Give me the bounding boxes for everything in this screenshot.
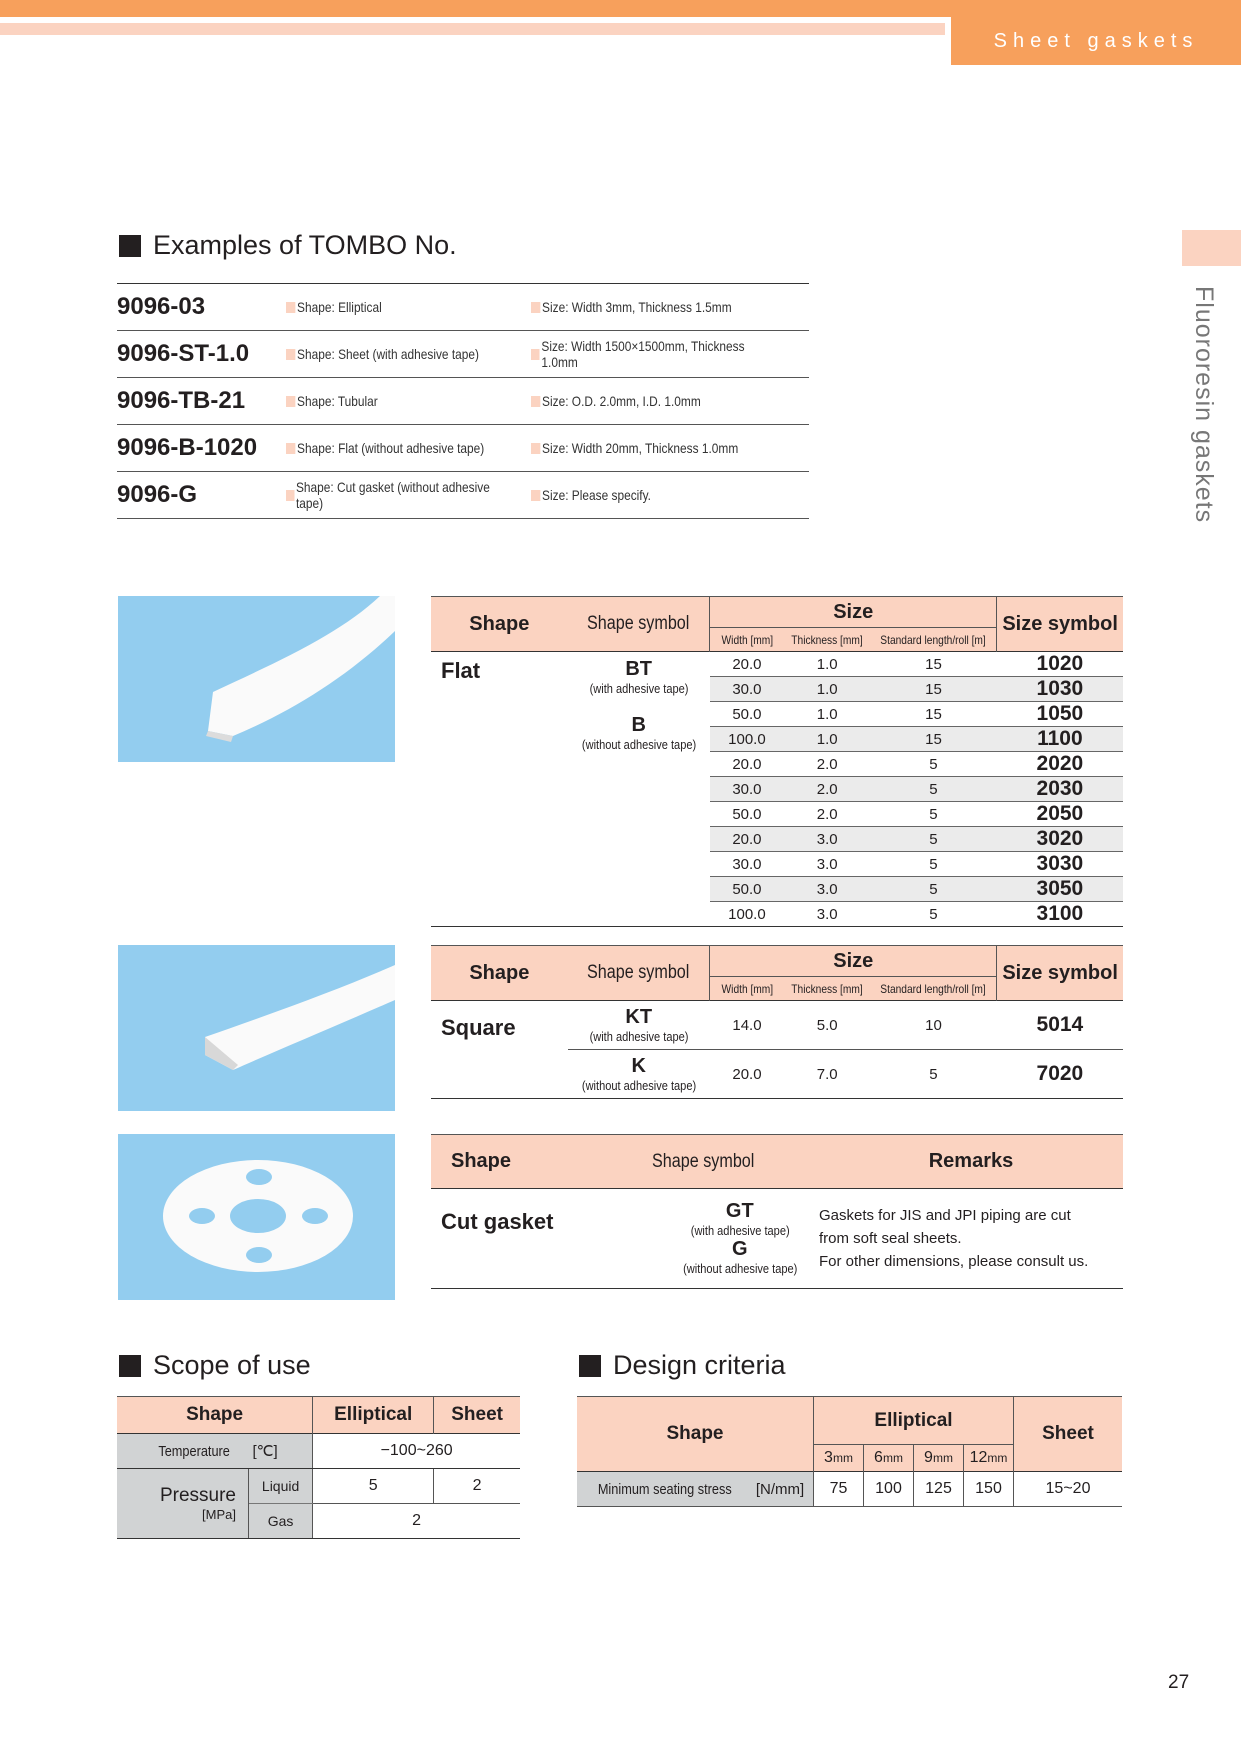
pressure-liquid-row: [117, 1469, 520, 1504]
shape-name: Flat: [431, 652, 568, 927]
example-row: [117, 425, 809, 472]
tombo-code: 9096-G: [117, 481, 198, 508]
shape-symbol-cell: BT (with adhesive tape) B (without adhesive tape): [568, 652, 710, 927]
table-row: [431, 652, 1123, 677]
width-cell: 50.0: [710, 877, 784, 902]
remark-line: Gaskets for JIS and JPI piping are cut: [819, 1207, 1071, 1224]
width-cell: 30.0: [710, 852, 784, 877]
width-cell: 50.0: [710, 702, 784, 727]
col-shape-symbol: Shape symbol: [587, 1135, 819, 1189]
col-shape: Shape: [431, 946, 568, 1001]
top-accent-bar: [0, 0, 1241, 17]
seating-stress-row: [577, 1472, 1122, 1507]
size-symbol-cell: 1020: [997, 652, 1123, 677]
scope-heading: [119, 1350, 311, 1381]
seating-stress-value: 150: [964, 1472, 1014, 1507]
col-sheet: Sheet: [1014, 1397, 1123, 1472]
col-size: Size: [710, 946, 997, 977]
scope-table: [117, 1396, 520, 1539]
col-thickness: Thickness [mm]: [784, 628, 870, 652]
table-row: [431, 1189, 1123, 1289]
length-cell: 5: [870, 777, 997, 802]
bullet-icon: [531, 443, 540, 454]
width-cell: 50.0: [710, 802, 784, 827]
thickness-cell: 5.0: [816, 1016, 838, 1034]
examples-title: Examples of TOMBO No.: [153, 230, 457, 260]
col-sheet: Sheet: [434, 1397, 520, 1434]
example-shape: Shape: Tubular: [286, 393, 495, 409]
example-shape: Shape: Cut gasket (without adhesive tape): [286, 479, 495, 511]
size-symbol-cell: 3030: [997, 852, 1123, 877]
col-size-3: 3mm: [814, 1445, 864, 1472]
square-gasket-photo: [118, 945, 395, 1111]
side-marker: [1182, 230, 1241, 266]
size-symbol-cell: 1030: [997, 677, 1123, 702]
section-tab: [951, 17, 1241, 65]
bullet-icon: [531, 302, 540, 313]
liquid-label: Liquid: [249, 1469, 313, 1504]
size-symbol-cell: 2020: [997, 752, 1123, 777]
example-row: [117, 378, 809, 425]
example-row: [117, 331, 809, 378]
col-size-12: 12mm: [964, 1445, 1014, 1472]
remark-line: For other dimensions, please consult us.: [819, 1253, 1089, 1270]
bullet-icon: [531, 490, 540, 501]
bullet-icon: [531, 349, 540, 360]
examples-heading: [119, 230, 457, 261]
example-size: Size: Width 1500×1500mm, Thickness 1.0mm: [531, 338, 767, 370]
size-symbol-cell: 3050: [997, 877, 1123, 902]
width-cell: 100.0: [710, 902, 784, 927]
shape-name: Cut gasket: [441, 1209, 554, 1234]
col-shape: Shape: [431, 597, 568, 652]
example-size: Size: Width 20mm, Thickness 1.0mm: [531, 440, 767, 456]
thickness-cell: 1.0: [784, 702, 870, 727]
square-bullet-icon: [579, 1355, 601, 1377]
header-strip: [0, 23, 945, 35]
bullet-icon: [286, 349, 295, 360]
seating-stress-value: 100: [864, 1472, 914, 1507]
width-cell: 20.0: [710, 752, 784, 777]
thickness-cell: 1.0: [784, 652, 870, 677]
width-cell: 14.0: [732, 1016, 762, 1034]
size-symbol-cell: 2050: [997, 802, 1123, 827]
size-symbol-cell: 1050: [997, 702, 1123, 727]
example-size: Size: O.D. 2.0mm, I.D. 1.0mm: [531, 393, 767, 409]
section-tab-label: Sheet gaskets: [993, 29, 1199, 52]
tombo-code: 9096-03: [117, 293, 206, 320]
example-shape: Shape: Elliptical: [286, 299, 495, 315]
col-thickness: Thickness [mm]: [784, 977, 870, 1001]
size-symbol-cell: 5014: [1036, 1013, 1084, 1036]
seating-stress-value: 125: [914, 1472, 964, 1507]
bullet-icon: [286, 302, 295, 313]
col-shape: Shape: [117, 1397, 313, 1434]
example-shape: Shape: Flat (without adhesive tape): [286, 440, 495, 456]
bullet-icon: [286, 443, 295, 454]
example-row: [117, 284, 809, 331]
length-cell: 15: [870, 677, 997, 702]
gas-label: Gas: [249, 1504, 313, 1539]
col-size-symbol: Size symbol: [997, 946, 1123, 1001]
width-cell: 20.0: [710, 652, 784, 677]
thickness-cell: 1.0: [784, 677, 870, 702]
page-number: 27: [1168, 1672, 1190, 1693]
example-shape: Shape: Sheet (with adhesive tape): [286, 346, 495, 362]
scope-title: Scope of use: [153, 1350, 311, 1380]
shape-name: Square: [431, 1001, 568, 1099]
col-shape-symbol: Shape symbol: [568, 946, 710, 1001]
length-cell: 15: [870, 727, 997, 752]
size-symbol-cell: 1100: [997, 727, 1123, 752]
remark-line: from soft seal sheets.: [819, 1230, 962, 1247]
length-cell: 5: [870, 852, 997, 877]
width-cell: 30.0: [710, 777, 784, 802]
size-symbol-cell: 3100: [997, 902, 1123, 927]
length-cell: 10: [925, 1016, 942, 1034]
thickness-cell: 2.0: [784, 777, 870, 802]
tombo-code: 9096-TB-21: [117, 387, 246, 414]
thickness-cell: 3.0: [784, 852, 870, 877]
col-shape-symbol: Shape symbol: [568, 597, 710, 652]
col-width: Width [mm]: [710, 977, 784, 1001]
length-cell: 5: [870, 902, 997, 927]
bullet-icon: [286, 490, 294, 501]
table-row: [431, 1001, 1123, 1050]
square-spec-table: [431, 945, 1123, 1099]
seating-stress-label: Minimum seating stress [N/mm]: [577, 1472, 814, 1507]
size-symbol-cell: 2030: [997, 777, 1123, 802]
gas-value: 2: [313, 1504, 520, 1539]
design-table: [577, 1396, 1122, 1507]
col-size-6: 6mm: [864, 1445, 914, 1472]
seating-stress-value: 75: [814, 1472, 864, 1507]
length-cell: 5: [870, 877, 997, 902]
liquid-elliptical: 5: [313, 1469, 434, 1504]
flat-gasket-photo: [118, 596, 395, 762]
col-elliptical: Elliptical: [313, 1397, 434, 1434]
col-remarks: Remarks: [819, 1135, 1123, 1189]
col-shape: Shape: [431, 1135, 587, 1189]
length-cell: 5: [870, 752, 997, 777]
col-elliptical: Elliptical: [814, 1397, 1014, 1445]
thickness-cell: 7.0: [816, 1065, 838, 1083]
temperature-label: Temperature [℃]: [117, 1434, 313, 1469]
examples-list: [117, 283, 809, 519]
remarks-cell: [819, 1189, 1123, 1289]
cut-gasket-photo: [118, 1134, 395, 1300]
shape-symbol-cell: K (without adhesive tape): [581, 1055, 696, 1093]
thickness-cell: 2.0: [784, 752, 870, 777]
temperature-row: [117, 1434, 520, 1469]
cut-gasket-table: [431, 1134, 1123, 1289]
bullet-icon: [286, 396, 295, 407]
example-size: Size: Please specify.: [531, 487, 767, 503]
thickness-cell: 2.0: [784, 802, 870, 827]
col-width: Width [mm]: [710, 628, 784, 652]
flat-spec-table: [431, 596, 1123, 927]
bullet-icon: [531, 396, 540, 407]
design-title: Design criteria: [613, 1350, 786, 1380]
tombo-code: 9096-B-1020: [117, 434, 258, 461]
width-cell: 100.0: [710, 727, 784, 752]
liquid-sheet: 2: [434, 1469, 520, 1504]
col-size: Size: [710, 597, 997, 628]
length-cell: 5: [870, 802, 997, 827]
col-size-9: 9mm: [914, 1445, 964, 1472]
col-shape: Shape: [577, 1397, 814, 1472]
size-symbol-cell: 3020: [997, 827, 1123, 852]
col-length: Standard length/roll [m]: [870, 628, 997, 652]
length-cell: 5: [870, 827, 997, 852]
side-category-label: Fluororesin gaskets: [1190, 286, 1218, 524]
temperature-value: −100~260: [313, 1434, 520, 1469]
seating-stress-sheet: 15~20: [1045, 1480, 1091, 1497]
size-symbol-cell: 7020: [1036, 1062, 1084, 1085]
width-cell: 30.0: [710, 677, 784, 702]
design-heading: [579, 1350, 786, 1381]
tombo-code: 9096-ST-1.0: [117, 340, 250, 367]
example-row: [117, 472, 809, 519]
thickness-cell: 1.0: [784, 727, 870, 752]
length-cell: 5: [929, 1065, 938, 1083]
square-bullet-icon: [119, 235, 141, 257]
col-size-symbol: Size symbol: [997, 597, 1123, 652]
thickness-cell: 3.0: [784, 902, 870, 927]
width-cell: 20.0: [732, 1065, 762, 1083]
example-size: Size: Width 3mm, Thickness 1.5mm: [531, 299, 767, 315]
pressure-label: Pressure [MPa]: [117, 1469, 249, 1539]
col-length: Standard length/roll [m]: [870, 977, 997, 1001]
width-cell: 20.0: [710, 827, 784, 852]
shape-symbol-cell: KT (with adhesive tape): [589, 1006, 689, 1044]
length-cell: 15: [870, 652, 997, 677]
square-bullet-icon: [119, 1355, 141, 1377]
thickness-cell: 3.0: [784, 877, 870, 902]
shape-symbol-cell: GT (with adhesive tape) G (without adhesive tape): [682, 1200, 797, 1276]
thickness-cell: 3.0: [784, 827, 870, 852]
length-cell: 15: [870, 702, 997, 727]
